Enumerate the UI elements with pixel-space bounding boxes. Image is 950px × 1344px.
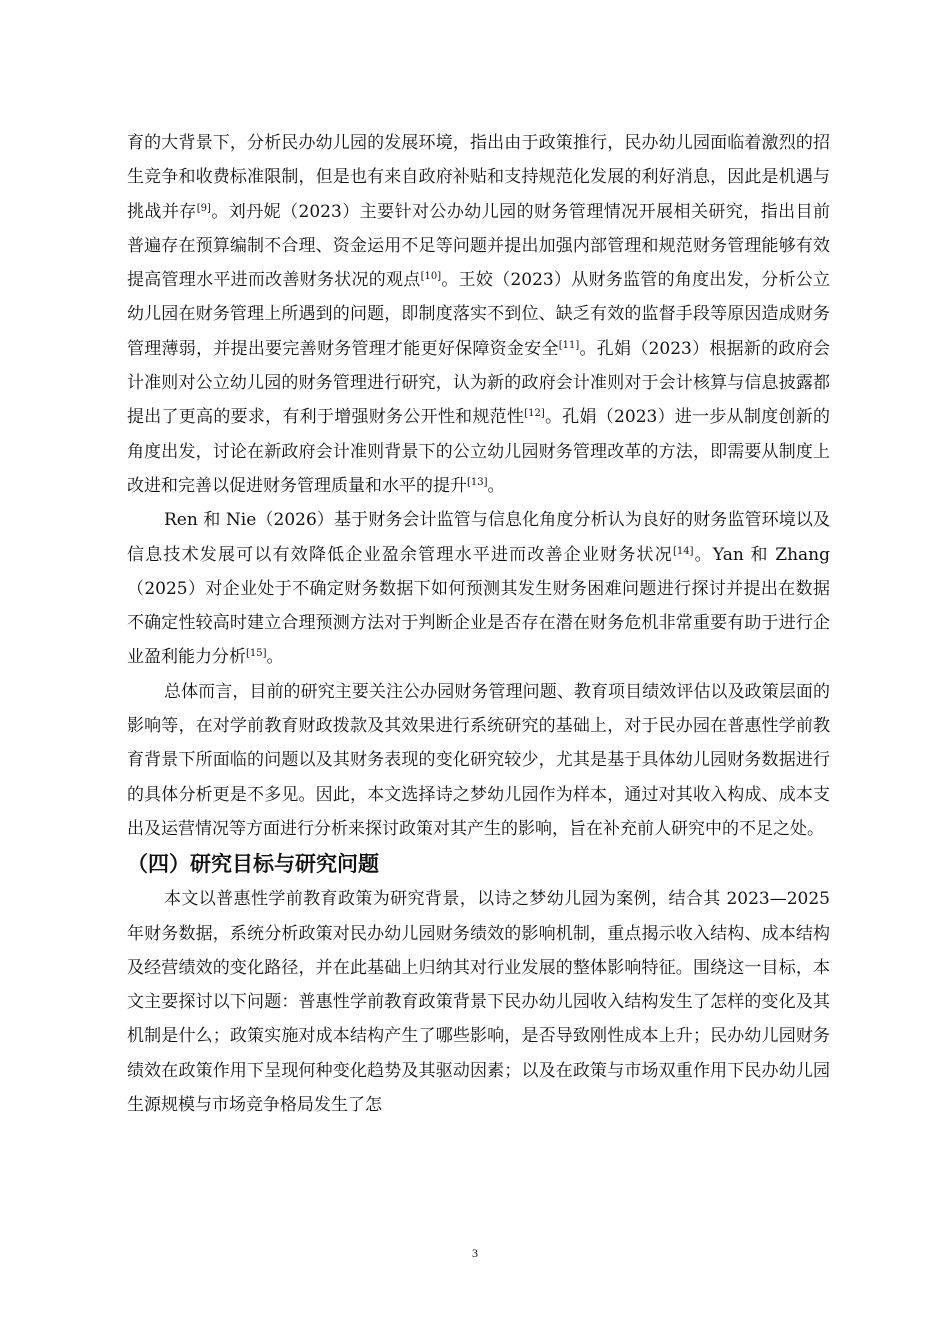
citation-ref: [15] [246, 648, 267, 660]
paragraph-research-goals: 本文以普惠性学前教育政策为研究背景，以诗之梦幼儿园为案例，结合其 2023—2025 年财务数据，系统分析政策对民办幼儿园财务绩效的影响机制，重点揭示收入结构、成本结构及经营绩效的变化路径，并在此基础上归纳其对行业发展的整体影响特征。围绕这一目标，本文主要探讨以下问题：普惠性学前教育政策背景下民办幼儿园收入结构发生了怎样的变化及其机制是什么；政策实施对成本结构产生了哪些影响，是否导致刚性成本上升；民办幼儿园财务绩效在政策作用下呈现何种变化趋势及其驱动因素；以及在政策与市场双重作用下民办幼儿园生源规模与市场竞争格局发生了怎 [127, 889, 830, 1116]
text-run: 。Yan 和 Zhang（2025）对企业处于不确定财务数据下如何预测其发生财务困难问题进行探讨并提出在数据不确定性较高时建立合理预测方法对于判断企业是否存在潜在财务危机非常重要有助于进行企业盈利能力分析 [127, 544, 830, 668]
section-heading: （四）研究目标与研究问题 [127, 852, 379, 877]
paragraph-summary: 总体而言，目前的研究主要关注公办园财务管理问题、教育项目绩效评估以及政策层面的影响等，在对学前教育财政拨款及其效果进行系统研究的基础上，对于民办园在普惠性学前教育背景下所面临的问题以及其财务表现的变化研究较少，尤其是基于具体幼儿园财务数据进行的具体分析更是不多见。因此，本文选择诗之梦幼儿园作为样本，通过对其收入构成、成本支出及运营情况等方面进行分析来探讨政策对其产生的影响，旨在补充前人研究中的不足之处。 [127, 681, 830, 839]
paragraph-literature-review-1 [127, 126, 830, 503]
text-run: Ren 和 Nie（2026）基于财务会计监管与信息化角度分析认为良好的财务监管环境以及信息技术发展可以有效降低企业盈余管理水平进而改善企业财务状况 [127, 510, 830, 565]
text-run: 。 [266, 647, 284, 668]
citation-ref: [10] [420, 271, 442, 283]
text-run: 。孔娟（2023）根据新的政府会计准则对公立幼儿园的财务管理进行研究，认为新的政府会计准则对于会计核算与信息披露都提出了更高的要求，有利于增强财务公开性和规范性 [127, 338, 831, 428]
text-run: 。刘丹妮（2023）主要针对公办幼儿园的财务管理情况开展相关研究，指出目前普遍存在预算编制不合理、资金运用不足等问题并提出加强内部管理和规范财务管理能够有效提高管理水平进而改善财务状况的观点 [127, 201, 831, 291]
citation-ref: [11] [558, 339, 580, 351]
citation-ref: [12] [524, 408, 545, 420]
citation-ref: [9] [196, 202, 211, 214]
paragraph-literature-review-2 [127, 503, 830, 674]
text-run: 。孔娟（2023）进一步从制度创新的角度出发，讨论在新政府会计准则背景下的公立幼儿园财务管理改革的方法，即需要从制度上改进和完善以促进财务管理质量和水平的提升 [127, 407, 831, 496]
page-number: 3 [472, 1246, 478, 1260]
citation-ref: [14] [672, 545, 694, 557]
text-run: 育的大背景下，分析民办幼儿园的发展环境，指出由于政策推行，民办幼儿园面临着激烈的招生竞争和收费标准限制，但是也有来自政府补贴和支持规范化发展的利好消息，因此是机遇与挑战并存 [127, 133, 830, 222]
citation-ref: [13] [467, 476, 488, 488]
text-run: 。 [487, 475, 505, 496]
body-text [127, 126, 830, 1122]
text-run: 。王姣（2023）从财务监管的角度出发，分析公立幼儿园在财务管理上所遇到的问题，即制度落实不到位、缺乏有效的监督手段等原因造成财务管理薄弱，并提出要完善财务管理才能更好保障资金安全 [127, 270, 831, 359]
